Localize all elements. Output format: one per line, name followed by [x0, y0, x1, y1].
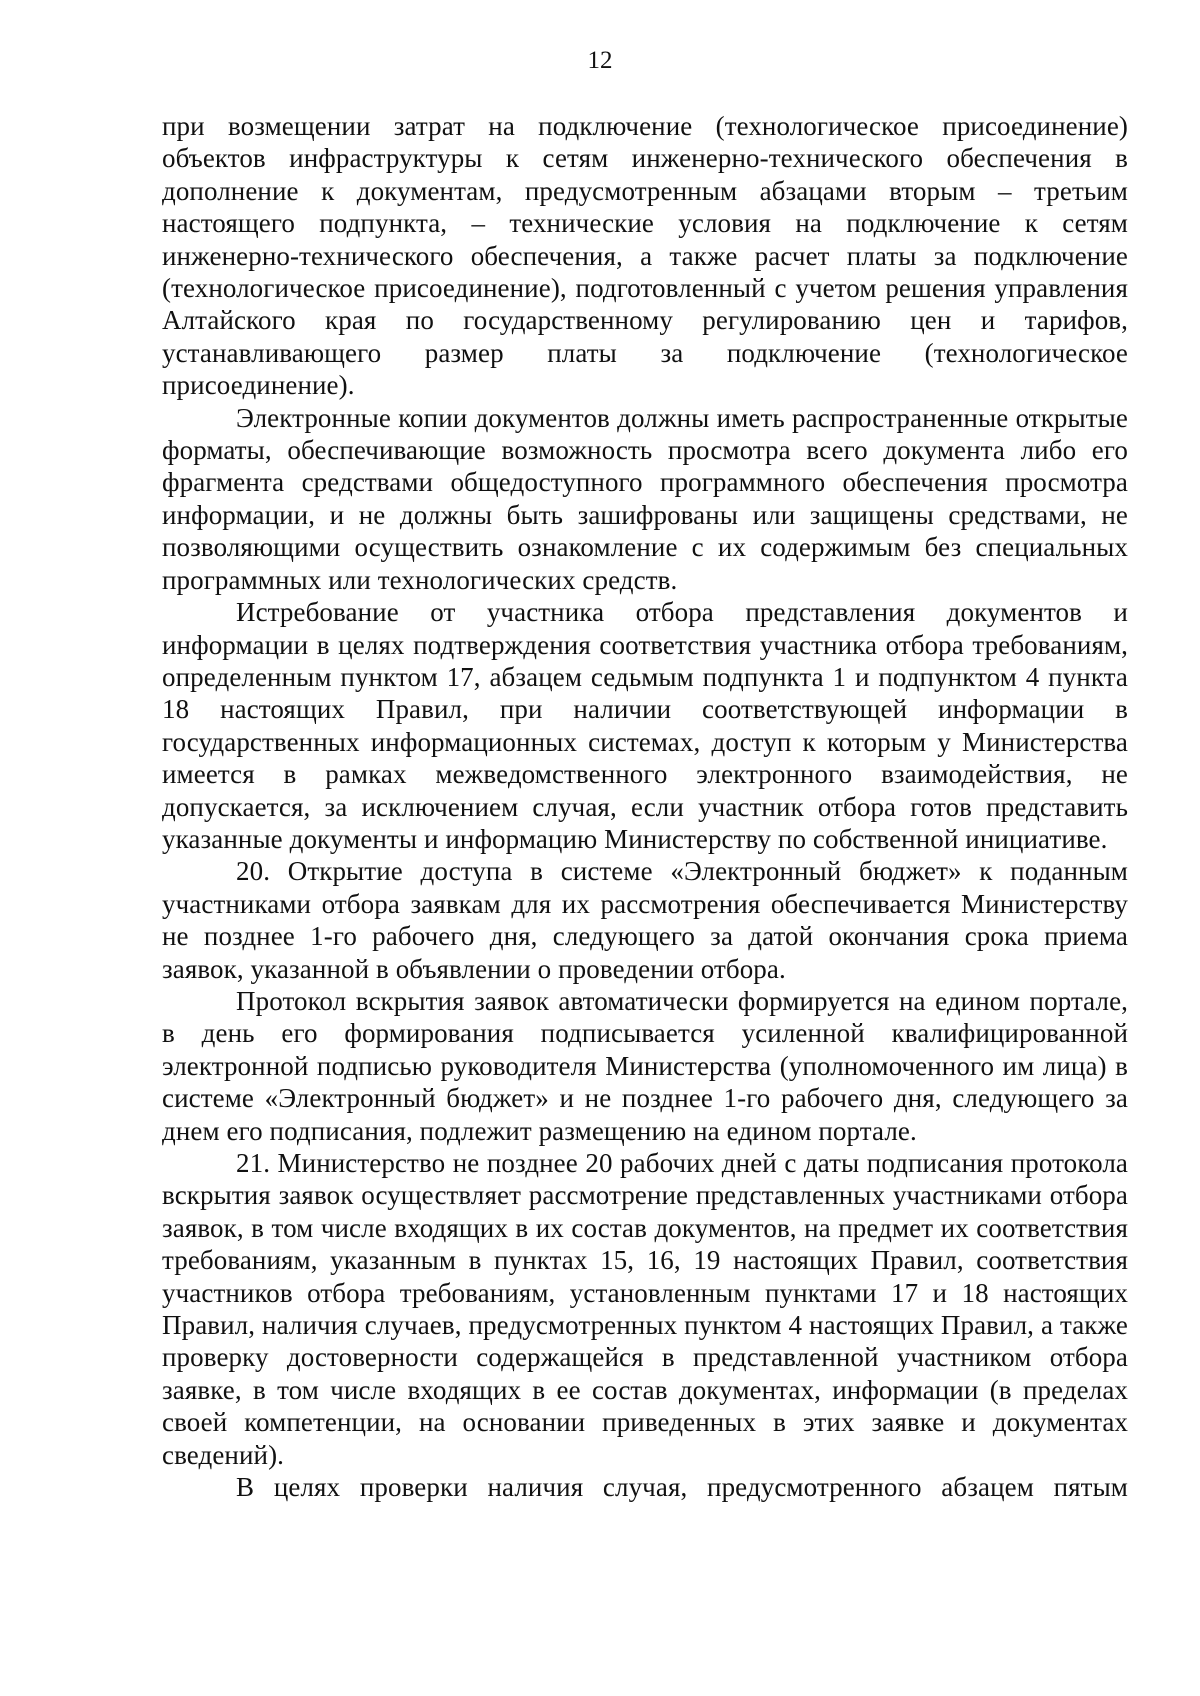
page-number: 12: [587, 47, 613, 74]
paragraph-item-20: 20. Открытие доступа в системе «Электронный бюджет» к поданным участниками отбора заявкам для их рассмотрения обеспечивается Министерству не позднее 1-го рабочего дня, следующего за датой окончания срока приема заявок, указанной в объявлении о проведении отбора.: [162, 856, 1128, 984]
paragraph-opening-protocol: Протокол вскрытия заявок автоматически формируется на едином портале, в день его формирования подписывается усиленной квалифицированной электронной подписью руководителя Министерства (уполномоченного им лица) в системе «Электронный бюджет» и не позднее 1-го рабочего дня, следующего за днем его подписания, подлежит размещению на едином портале.: [162, 985, 1128, 1146]
paragraph-verification: В целях проверки наличия случая, предусмотренного абзацем пятым: [236, 1472, 1128, 1503]
paragraph-item-21: 21. Министерство не позднее 20 рабочих дней с даты подписания протокола вскрытия заявок осуществляет рассмотрение представленных участниками отбора заявок, в том числе входящих в их состав документов, на предмет их соответствия требованиям, указанным в пунктах 15, 16, 19 настоящих Правил, соответствия участников отбора требованиям, установленным пунктами 17 и 18 настоящих Правил, наличия случаев, предусмотренных пунктом 4 настоящих Правил, а также проверку достоверности содержащейся в представленной участником отбора заявке, в том числе входящих в ее состав документах, информации (в пределах своей компетенции, на основании приведенных в этих заявке и документах сведений).: [162, 1148, 1128, 1470]
paragraph-continuation: при возмещении затрат на подключение (технологическое присоединение) объектов инфраструктуры к сетям инженерно-технического обеспечения в дополнение к документам, предусмотренным абзацами вторым – третьим настоящего подпункта, – технические условия на подключение к сетям инженерно-технического обеспечения, а также расчет платы за подключение (технологическое присоединение), подготовленный с учетом решения управления Алтайского края по государственному регулированию цен и тарифов, устанавливающего размер платы за подключение (технологическое присоединение).: [162, 111, 1128, 401]
document-body: [162, 110, 1128, 1503]
paragraph-electronic-copies: Электронные копии документов должны иметь распространенные открытые форматы, обеспечивающие возможность просмотра всего документа либо его фрагмента средствами общедоступного программного обеспечения просмотра информации, и не должны быть зашифрованы или защищены средствами, не позволяющими осуществить ознакомление с их содержимым без специальных программных или технологических средств.: [162, 402, 1128, 595]
paragraph-document-request: Истребование от участника отбора представления документов и информации в целях подтверждения соответствия участника отбора требованиям, определенным пунктом 17, абзацем седьмым подпункта 1 и подпунктом 4 пункта 18 настоящих Правил, при наличии соответствующей информации в государственных информационных системах, доступ к которым у Министерства имеется в рамках межведомственного электронного взаимодействия, не допускается, за исключением случая, если участник отбора готов представить указанные документы и информацию Министерству по собственной инициативе.: [162, 597, 1128, 854]
